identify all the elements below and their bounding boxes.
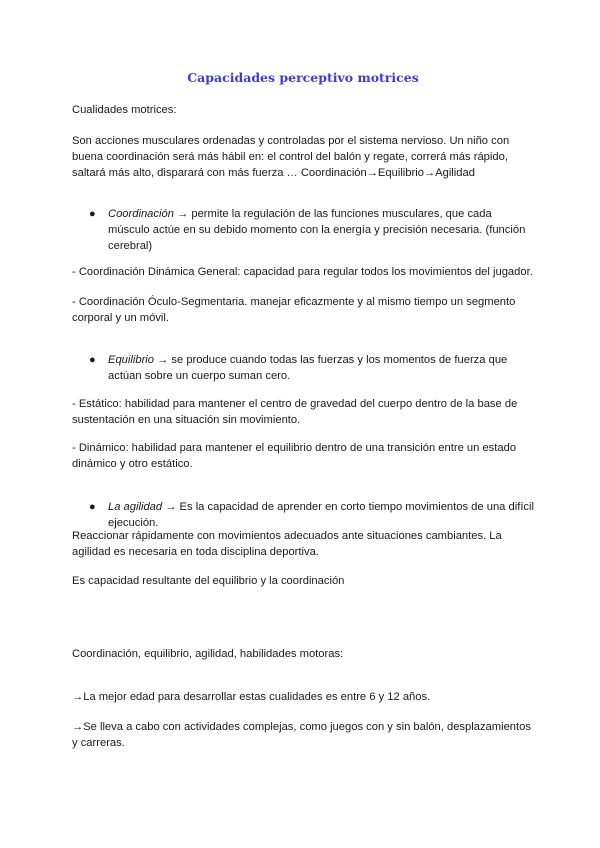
coordinacion-general: - Coordinación Dinámica General: capacidad para regular todos los movimientos del jugador.	[72, 266, 533, 278]
bullet-agilidad	[72, 499, 534, 531]
habilidades-heading: Coordinación, equilibrio, agilidad, habilidades motoras:	[72, 648, 344, 660]
page-title: Capacidades perceptivo motrices	[187, 70, 419, 85]
bullet-icon: ●	[89, 501, 96, 513]
actividades-paragraph: →Se lleva a cabo con actividades complejas, como juegos con y sin balón, desplazamientos y carreras.	[72, 721, 531, 749]
bullet-coordinacion	[72, 206, 534, 254]
term-coordinacion: Coordinación →	[108, 208, 189, 220]
intro-paragraph: Son acciones musculares ordenadas y controladas por el sistema nervioso. Un niño con buena coordinación será más hábil en: el control del balón y regate, correrá más rápido, saltará más alto, disparará con más fuerza … Coordinación→Equilibrio→Agilidad	[72, 135, 510, 179]
bullet-equilibrio	[72, 352, 534, 384]
agilidad-resultante: Es capacidad resultante del equilibrio y la coordinación	[72, 575, 345, 587]
bullet-icon: ●	[89, 208, 96, 220]
def-agilidad: → Es la capacidad de aprender en corto tiempo movimientos de una difícil ejecución.	[108, 501, 535, 529]
equilibrio-dinamico: - Dinámico: habilidad para mantener el equilibrio dentro de una transición entre un estado dinámico y otro estático.	[72, 442, 517, 470]
term-equilibrio: Equilibrio	[108, 354, 155, 366]
equilibrio-estatico: - Estático: habilidad para mantener el centro de gravedad del cuerpo dentro de la base de sustentación en una situación sin movimiento.	[72, 398, 518, 426]
def-equilibrio: → se produce cuando todas las fuerzas y los momentos de fuerza que actúan sobre un cuerpo suman cero.	[108, 354, 508, 382]
edad-paragraph: →La mejor edad para desarrollar estas cualidades es entre 6 y 12 años.	[72, 691, 431, 703]
coordinacion-oculo: - Coordinación Óculo-Segmentaria. manejar eficazmente y al mismo tiempo un segmento corporal y un móvil.	[72, 296, 516, 324]
def-coordinacion: permite la regulación de las funciones musculares, que cada músculo actúe en su debido momento con la energía y precisión necesaria. (función cerebral)	[108, 208, 526, 252]
bullet-icon: ●	[89, 354, 96, 366]
subtitle: Cualidades motrices:	[72, 104, 177, 116]
agilidad-reaccionar: Reaccionar rápidamente con movimientos adecuados ante situaciones cambiantes. La agilidad es necesaria en toda disciplina deportiva.	[72, 530, 502, 558]
term-agilidad: La agilidad	[108, 501, 163, 513]
